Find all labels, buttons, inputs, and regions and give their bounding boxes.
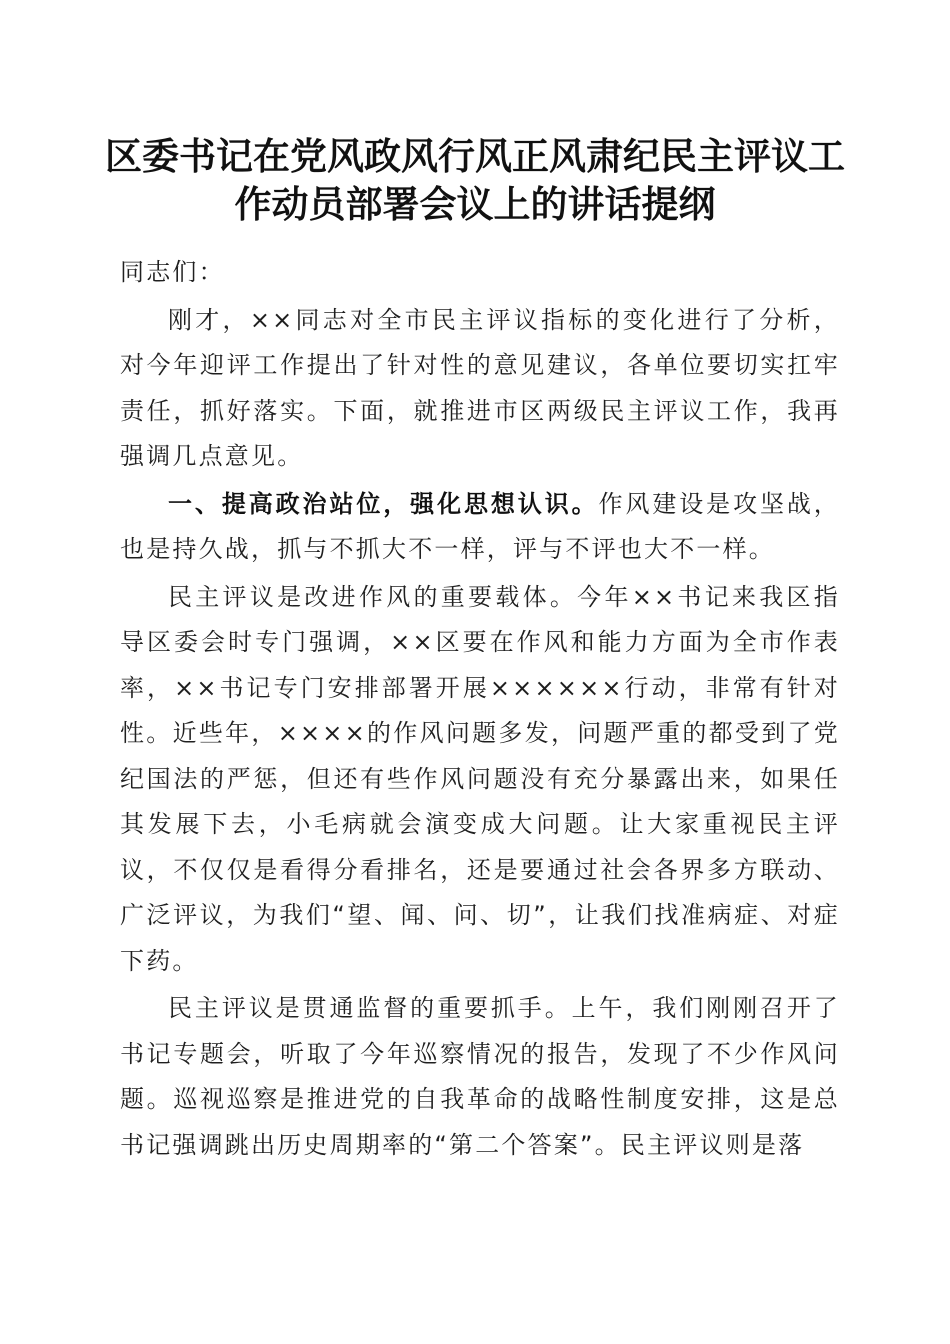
document-body xyxy=(120,250,840,1168)
paragraph-4 xyxy=(120,986,840,1168)
paragraph-4-text: 民主评议是贯通监督的重要抓手。上午，我们刚刚召开了书记专题会，听取了今年巡察情况的报告，发现了不少作风问题。巡视巡察是推进党的自我革命的战略性制度安排，这是总书记强调跳出历史周期率的“第二个答案”。民主评议则是落 xyxy=(120,994,840,1159)
paragraph-1-text: 刚才，××同志对全市民主评议指标的变化进行了分析，对今年迎评工作提出了针对性的意见建议，各单位要切实扛牢责任，抓好落实。下面，就推进市区两级民主评议工作，我再强调几点意见。 xyxy=(120,305,840,470)
title-line-2: 作动员部署会议上的讲话提纲 xyxy=(234,182,716,226)
paragraph-2 xyxy=(120,482,840,573)
document-title xyxy=(100,132,850,228)
paragraph-3 xyxy=(120,575,840,985)
paragraph-1 xyxy=(120,298,840,480)
title-line-1: 区委书记在党风政风行风正风肃纪民主评议工 xyxy=(105,134,845,178)
section-heading-1: 一、提高政治站位，强化思想认识。 xyxy=(168,489,599,518)
salutation: 同志们： xyxy=(120,258,225,286)
paragraph-2-text: 作风建设是攻坚战，也是持久战，抓与不抓大不一样，评与不评也大不一样。 xyxy=(120,489,840,563)
paragraph-3-text: 民主评议是改进作风的重要载体。今年××书记来我区指导区委会时专门强调，××区要在作风和能力方面为全市作表率，××书记专门安排部署开展××××××行动，非常有针对性。近些年，××××的作风问题多发，问题严重的都受到了党纪国法的严惩，但还有些作风问题没有充分暴露出来，如果任其发展下去，小毛病就会演变成大问题。让大家重视民主评议，不仅仅是看得分看排名，还是要通过社会各界多方联动、广泛评议，为我们“望、闻、问、切”，让我们找准病症、对症下药。 xyxy=(120,582,840,975)
